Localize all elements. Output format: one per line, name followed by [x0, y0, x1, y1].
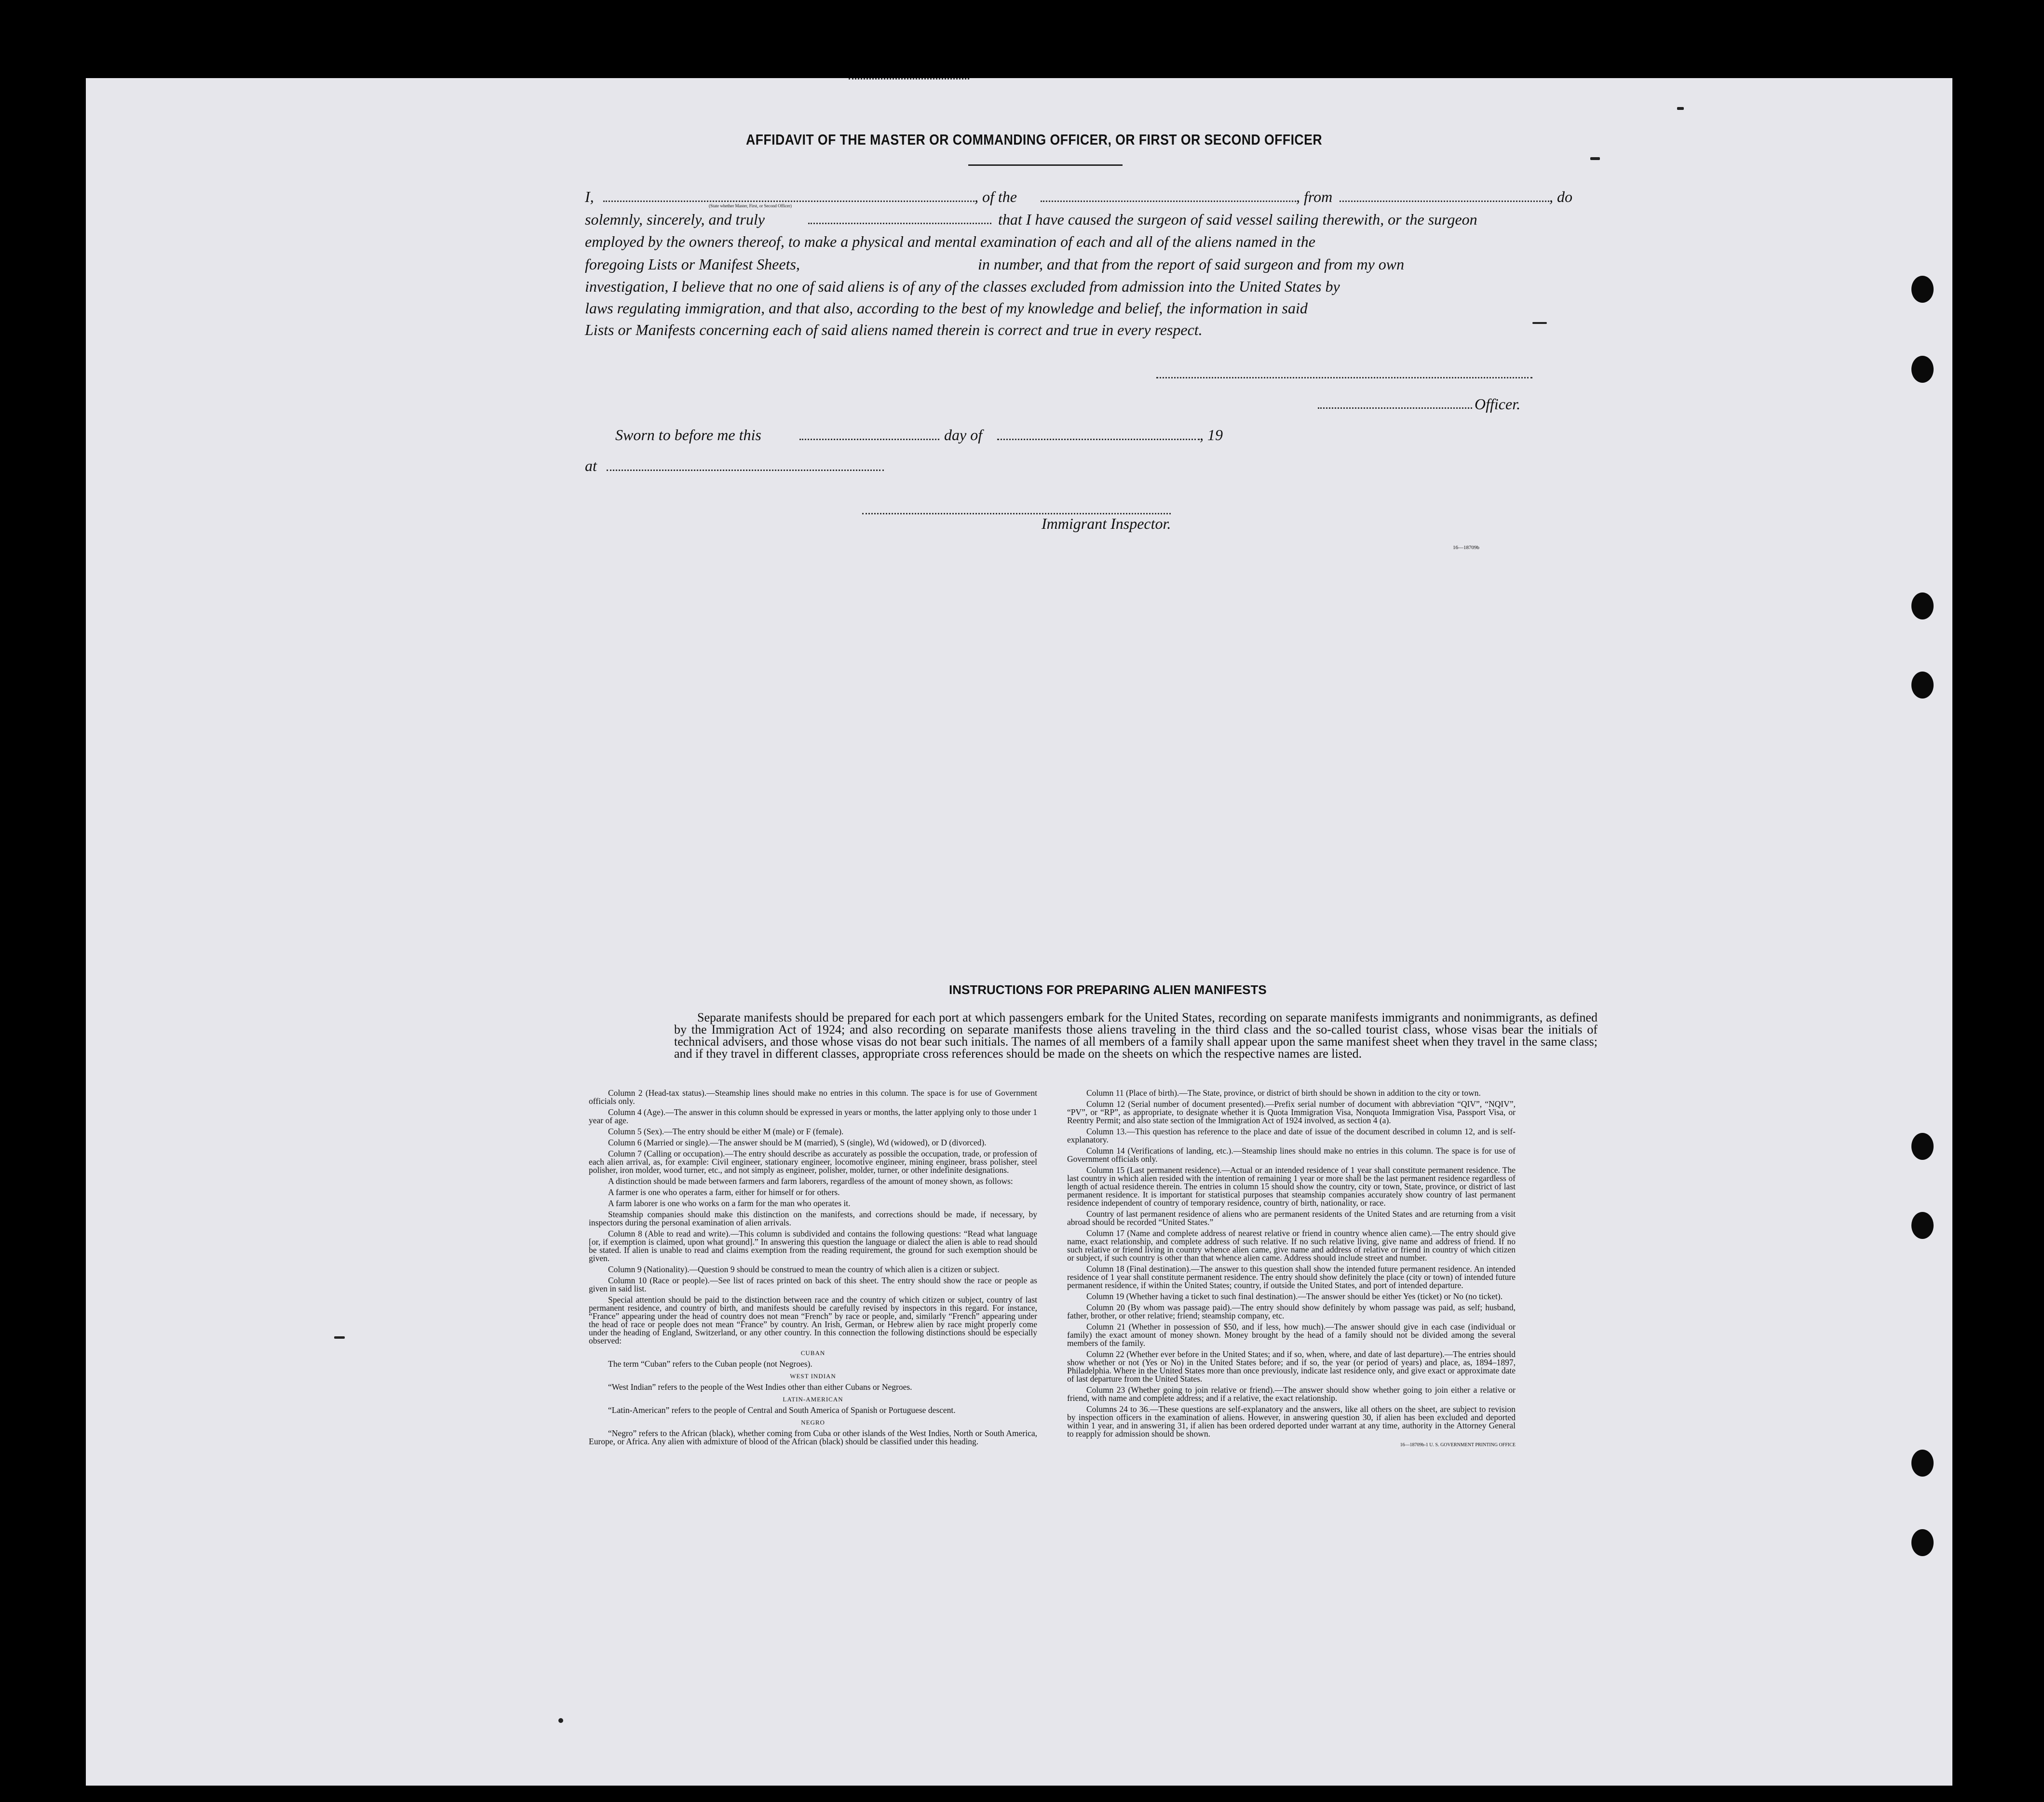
binder-hole	[1911, 1212, 1934, 1239]
cuban-text: The term “Cuban” refers to the Cuban people (not Negroes).	[608, 1359, 812, 1369]
affidavit-form-number: 16—18709b	[1453, 545, 1479, 551]
affidavit-line6: laws regulating immigration, and that also, according to the best of my knowledge and belief, the information in said	[585, 299, 1308, 317]
left-paragraph: Column 8 (Able to read and write).—This column is subdivided and contains the following questions: “Read what language [or, if exemption is claimed, upon what ground].” In answering this question the language or dialect the alien is able to read should be stated. If alien is unable to read and claims exemption from the reading requirement, the ground for such exemption should be given.	[589, 1229, 1037, 1263]
right-paragraph: Column 13.—This question has reference to the place and date of issue of the document described in column 12, and is self-explanatory.	[1067, 1127, 1516, 1144]
instructions-left-column	[589, 1089, 1037, 1449]
affidavit-line3: employed by the owners thereof, to make a physical and mental examination of each and all of the aliens named in the	[585, 233, 1315, 250]
affidavit-of-the: , of the	[975, 188, 1017, 205]
left-paragraph: Column 4 (Age).—The answer in this column should be expressed in years or months, the latter applying only to those under 1 year of age.	[589, 1107, 1037, 1125]
right-paragraph: Column 12 (Serial number of document presented).—Prefix serial number of document with abbreviation “QIV”, “NQIV”, “PV”, or “RP”, as appropriate, to designate whether it is Quota Immigration Visa, Nonquota Immigration Visa, Passport Visa, or Reentry Permit; and also state section of the Immigration Act of 1924 involved, as section 4 (a).	[1067, 1099, 1516, 1125]
title-underline	[968, 164, 1123, 166]
scan-speck	[1590, 157, 1600, 160]
left-paragraph: Column 9 (Nationality).—Question 9 should be construed to mean the country of which alien is a citizen or subject.	[608, 1264, 1000, 1274]
right-paragraph: Column 14 (Verifications of landing, etc.).—Steamship lines should make no entries in this column. The space is for use of Government officials only.	[1067, 1146, 1516, 1164]
right-paragraph: Column 17 (Name and complete address of nearest relative or friend in country whence alien came).—The entry should give name, exact relationship, and complete address of such relative. If no such relative living, give name and address of friend. If no such relative or friend living in country whence alien came, give name and address of relative or friend in country of which citizen or subject, if such country is other than that whence alien came. Address should include street and number.	[1067, 1228, 1516, 1263]
scan-speck	[1532, 322, 1547, 324]
year-label: , 19	[1200, 426, 1223, 444]
right-paragraph: Columns 24 to 36.—These questions are self-explanatory and the answers, like all others on the sheet, are subject to revision by inspection officers in the examination of aliens. However, in answering question 30, if alien has been excluded and deported within 1 year, and in answering 31, if alien has been ordered deported under warrant at any time, authority in the Attorney General to reapply for admission should be shown.	[1067, 1404, 1516, 1439]
inspector-signature-line[interactable]	[862, 513, 1171, 514]
sworn-day-field[interactable]	[799, 439, 939, 440]
affidavit-line4-start: foregoing Lists or Manifest Sheets,	[585, 256, 800, 273]
left-paragraph: Column 2 (Head-tax status).—Steamship lines should make no entries in this column. The space is for use of Government officials only.	[589, 1088, 1037, 1106]
instructions-title: INSTRUCTIONS FOR PREPARING ALIEN MANIFESTS	[949, 982, 1267, 997]
binder-hole	[1911, 672, 1934, 699]
left-paragraph: A farm laborer is one who works on a farm for the man who operates it.	[608, 1198, 851, 1208]
alien-count-field[interactable]	[849, 78, 969, 80]
left-paragraph: A farmer is one who operates a farm, either for himself or for others.	[608, 1187, 840, 1197]
right-paragraph: Column 18 (Final destination).—The answer to this question shall show the intended future permanent residence. An intended residence of 1 year shall constitute permanent residence. The entry should show definitely the place (city or town) of intended future permanent residence, if within the United States; country, if outside the United States, and port of intended departure.	[1067, 1264, 1516, 1290]
affidavit-line2-end: that I have caused the surgeon of said vessel sailing therewith, or the surgeon	[998, 211, 1477, 228]
instructions-intro: Separate manifests should be prepared for each port at which passengers embark for the United States, recording on separate manifests immigrants and nonimmigrants, as defined by the Immigration Act of 1924; and also recording on separate manifests those aliens traveling in the third class and the so-called tourist class, whose visas bear the initials of technical advisers, and those whose visas do not bear such initials. The names of all members of a family shall appear upon the same manifest sheet when they travel in the same class; and if they travel in different classes, appropriate cross references should be made on the sheets on which the respective names are listed.	[674, 1010, 1597, 1061]
cuban-heading: CUBAN	[800, 1349, 826, 1357]
right-paragraph: Column 23 (Whether going to join relative or friend).—The answer should show whether going to join either a relative or friend, with name and complete address; and if a relative, the exact relationship.	[1067, 1385, 1516, 1403]
right-paragraph: Column 20 (By whom was passage paid).—The entry should show definitely by whom passage was paid, as self; husband, father, brother, or other relative; friend; steamship company, etc.	[1067, 1303, 1516, 1320]
affidavit-line7: Lists or Manifests concerning each of said aliens named therein is correct and true in every respect.	[585, 321, 1203, 338]
day-of-label: day of	[944, 426, 983, 444]
left-paragraph: A distinction should be made between farmers and farm laborers, regardless of the amount of money shown, as follows:	[608, 1176, 1013, 1186]
right-paragraph: Column 11 (Place of birth).—The State, province, or district of birth should be shown in addition to the city or town.	[1086, 1088, 1481, 1098]
officer-rank-field[interactable]	[603, 201, 975, 202]
binder-hole	[1911, 1450, 1934, 1477]
scan-speck	[558, 1718, 563, 1723]
scan-speck	[334, 1336, 345, 1339]
scan-speck	[1677, 107, 1684, 110]
binder-hole	[1911, 1133, 1934, 1160]
sworn-month-field[interactable]	[997, 439, 1200, 440]
binder-hole	[1911, 356, 1934, 383]
right-paragraph: Column 15 (Last permanent residence).—Actual or an intended residence of 1 year shall constitute permanent residence. The last country in which alien resided with the intention of remaining 1 year or more shall be the last permanent residence regardless of length of actual residence therein. The entries in column 15 should show the country, city or town, State, province, or district of last permanent residence. It is important for statistical purposes that steamship companies accurately show country of last permanent residence independent of country of temporary residence, country of birth, nationality, or race.	[1067, 1165, 1516, 1208]
sworn-place-field[interactable]	[607, 470, 884, 471]
right-paragraph: Column 22 (Whether ever before in the United States; and if so, when, where, and date of last departure).—The entries should show whether or not (Yes or No) in the United States before; and if so, the year (or period of years) and place, as, 1894–1897, Philadelphia. Where in the United States more than once previously, indicate last residence only, and give exact or approximate date of last departure from the United States.	[1067, 1349, 1516, 1384]
negro-heading: NEGRO	[801, 1419, 825, 1426]
affidavit-from: , from	[1296, 188, 1333, 205]
rank-note: (State whether Master, First, or Second Officer)	[709, 203, 792, 208]
vessel-name-field[interactable]	[1041, 201, 1296, 202]
from-port-field[interactable]	[1340, 201, 1549, 202]
printing-office-footer: 16—18709b-1 U. S. GOVERNMENT PRINTING OFFICE	[1400, 1442, 1516, 1448]
instructions-right-column	[1067, 1089, 1516, 1452]
officer-title-line[interactable]	[1318, 407, 1472, 409]
negro-text: “Negro” refers to the African (black), whether coming from Cuba or other islands of the West Indies, North or South America, Europe, or Africa. Any alien with admixture of blood of the African (black) should be classified under this heading.	[589, 1428, 1037, 1446]
latin-american-heading: LATIN-AMERICAN	[783, 1396, 843, 1403]
left-paragraph: Column 7 (Calling or occupation).—The entry should describe as accurately as possible the occupation, trade, or profession of each alien arrival, as, for example: Civil engineer, stationary engineer, locomotive engineer, mining engineer, brass polisher, steel polisher, iron molder, wood turner, etc., and not simply as engineer, polisher, molder, turner, or other indefinite designations.	[589, 1149, 1037, 1175]
oath-type-field[interactable]	[808, 223, 991, 224]
left-paragraph: Column 6 (Married or single).—The answer should be M (married), S (single), Wd (widowed), or D (divorced).	[608, 1138, 987, 1147]
right-paragraph: Column 19 (Whether having a ticket to such final destination).—The answer should be either Yes (ticket) or No (no ticket).	[1086, 1291, 1503, 1301]
officer-signature-line[interactable]	[1156, 377, 1532, 378]
affidavit-line4-end: in number, and that from the report of said surgeon and from my own	[978, 256, 1405, 273]
sworn-label: Sworn to before me this	[615, 426, 761, 444]
affidavit-title: AFFIDAVIT OF THE MASTER OR COMMANDING OFFICER, OR FIRST OR SECOND OFFICER	[745, 131, 1323, 148]
affidavit-i: I,	[585, 188, 594, 205]
latin-american-text: “Latin-American” refers to the people of Central and South America of Spanish or Portuguese descent.	[608, 1405, 956, 1415]
affidavit-line5: investigation, I believe that no one of said aliens is of any of the classes excluded from admission into the United States by	[585, 278, 1340, 295]
at-label: at	[585, 457, 597, 474]
west-indian-text: “West Indian” refers to the people of the West Indies other than either Cubans or Negroes.	[608, 1382, 912, 1392]
right-paragraph: Country of last permanent residence of aliens who are permanent residents of the United States and are returning from a visit abroad should be recorded “United States.”	[1067, 1209, 1516, 1227]
binder-hole	[1911, 1529, 1934, 1556]
binder-hole	[1911, 592, 1934, 619]
affidavit-do: , do	[1549, 188, 1572, 205]
officer-label: Officer.	[1475, 395, 1521, 413]
affidavit-solemnly: solemnly, sincerely, and truly	[585, 211, 765, 228]
left-paragraph: Special attention should be paid to the distinction between race and the country of which citizen or subject, country of last permanent residence, and country of birth, and manifests should be carefully revised by inspectors in this regard. For instance, “France” appearing under the head of country does not mean “French” by race or people, and, similarly “French” appearing under the head of race or people does not mean “France” by country. An Irish, German, or Hebrew alien by race might properly come under the heading of England, Switzerland, or any other country. In this connection the following distinctions should be especially observed:	[589, 1295, 1037, 1345]
binder-hole	[1911, 276, 1934, 303]
left-paragraph: Column 5 (Sex).—The entry should be either M (male) or F (female).	[608, 1127, 844, 1136]
west-indian-heading: WEST INDIAN	[790, 1372, 836, 1380]
inspector-label: Immigrant Inspector.	[1042, 515, 1171, 532]
left-paragraph: Column 10 (Race or people).—See list of races printed on back of this sheet. The entry should show the race or people as given in said list.	[589, 1276, 1037, 1293]
left-paragraph: Steamship companies should make this distinction on the manifests, and corrections should be made, if necessary, by inspectors during the personal examination of alien arrivals.	[589, 1210, 1037, 1227]
document-sheet	[86, 78, 1952, 1786]
right-paragraph: Column 21 (Whether in possession of $50, and if less, how much).—The answer should give in each case (individual or family) the exact amount of money shown. Money brought by the head of a family should not be divided among the several members of the family.	[1067, 1322, 1516, 1348]
